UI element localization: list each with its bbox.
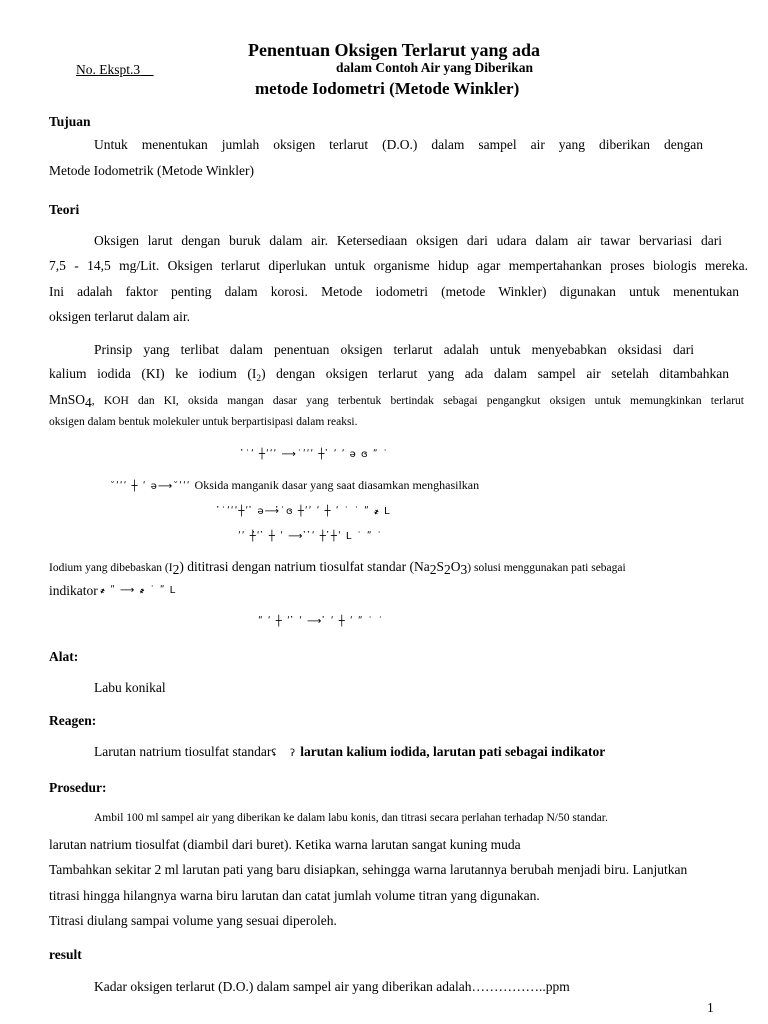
teori-p1-line-3: Ini adalah faktor penting dalam korosi. Metode iodometri (metode Winkler) digunakan untuk menentukan [49,284,739,299]
reaction-equation-2: ˘ʹʹʹ ┼ ʹ ə⟶˘ʹʹʹ Oksida manganik dasar yang saat diasamkan menghasilkan [110,478,480,492]
subscript: 4 [85,395,92,410]
prosedur-line-4: titrasi hingga hilangnya warna biru larutan dan catat jumlah volume titran yang digunakan. [49,888,540,903]
title-line-3: metode Iodometri (Metode Winkler) [255,79,520,98]
teori-p3-line-2: indikator [49,583,98,598]
teori-p3-line-1: Iodium yang dibebaskan $(I_2)$ dititrasi dengan natrium tiosulfat standar $(Na_2S_2O_3)$ solusi menggunakan pati sebagai [49,559,626,577]
prosedur-line-5: Titrasi diulang sampai volume yang sesuai diperoleh. [49,913,337,928]
reaction-equation-4: ʹʹ ┼҅ʹ ҅ ┼ ʹ ⟶ ҅ ҅ʹ ┼ ҅┼ʹ L ˙ ʺ ˙ [238,531,383,542]
title-line-1: Penentuan Oksigen Terlarut yang ada [248,40,541,60]
teori-p1-line-4: oksigen terlarut dalam air. [49,309,190,324]
teori-p2-line-4: oksigen dalam bentuk molekuler untuk berpartisipasi dalam reaksi. [49,416,358,428]
prosedur-line-1: Ambil 100 ml sampel air yang diberikan ke dalam labu konis, dan titrasi secara perlahan terhadap N/50 standar. [94,812,608,824]
reaction-equation-5: ҂ ʺ ⟶ ҂ ˙ ʺ L [100,585,177,596]
alat-heading: Alat: [49,649,79,664]
reaction-equation-1: ҅˙ʹ ┼ʹʹʹ ⟶˙ʹʹʹ ┼ ҅ ʹ ʹ ə ɞ ʺ ˙ [244,449,389,460]
reaction-equation-6: ʺ ʹ ┼ ʹ ҅ ʹ ⟶ ҅ ʹ ┼ ʹ ʺ ˙ ˙ [258,616,384,627]
teori-p2-line-1: Prinsip yang terlibat dalam penentuan oksigen terlarut adalah untuk menyebabkan oksidasi dari [94,342,694,357]
page-number: 1 [707,1000,714,1015]
reagen-text: Larutan natrium tiosulfat standarʢ ʔ larutan kalium iodida, larutan pati sebagai indikator [94,744,606,759]
teori-p1-line-1: Oksigen larut dengan buruk dalam air. Ketersediaan oksigen dari udara dalam air tawar bervariasi dari [94,233,722,248]
alat-item: Labu konikal [94,680,166,695]
experiment-number: No. Ekspt.3 [76,62,141,77]
subscript: 2 [256,374,262,384]
prosedur-heading: Prosedur: [49,780,107,795]
reagen-heading: Reagen: [49,713,97,728]
result-heading: result [49,947,82,962]
prosedur-line-3: Tambahkan sekitar 2 ml larutan pati yang baru disiapkan, sehingga warna larutannya berubah menjadi biru. Lanjutkan [49,862,688,877]
tujuan-text-line-2: Metode Iodometrik (Metode Winkler) [49,163,255,178]
teori-p2-line-2: kalium iodida (KI) ke iodium $(I_2)$ dengan oksigen terlarut yang ada dalam sampel air setelah ditambahkan [49,366,729,384]
result-line: Kadar oksigen terlarut (D.O.) dalam sampel air yang diberikan adalah……………..ppm [94,979,570,994]
reaction-equation-3: ҅˙ʹʹʹ┼ʹ ҅ ə⟶҅˙ɞ ┼ʹʹ ʹ ┼ ʹ ˙ ˙ ʺ ҂ L [220,506,391,517]
teori-p2-line-3: MnSO$_4$, KOH dan KI, oksida mangan dasar yang terbentuk bertindak sebagai pengangkut oksigen untuk memungkinkan terlarut [49,392,744,410]
prosedur-line-2: larutan natrium tiosulfat (diambil dari buret). Ketika warna larutan sangat kuning muda [49,837,521,852]
teori-p1-line-2: 7,5 - 14,5 mg/Lit. Oksigen terlarut diperlukan untuk organisme hidup agar mempertahankan proses biologis mereka. [49,258,748,273]
title-line-2: dalam Contoh Air yang Diberikan [336,60,534,75]
teori-heading: Teori [49,202,80,217]
tujuan-heading: Tujuan [49,114,91,129]
tujuan-text-line-1: Untuk menentukan jumlah oksigen terlarut (D.O.) dalam sampel air yang diberikan dengan [94,137,703,152]
